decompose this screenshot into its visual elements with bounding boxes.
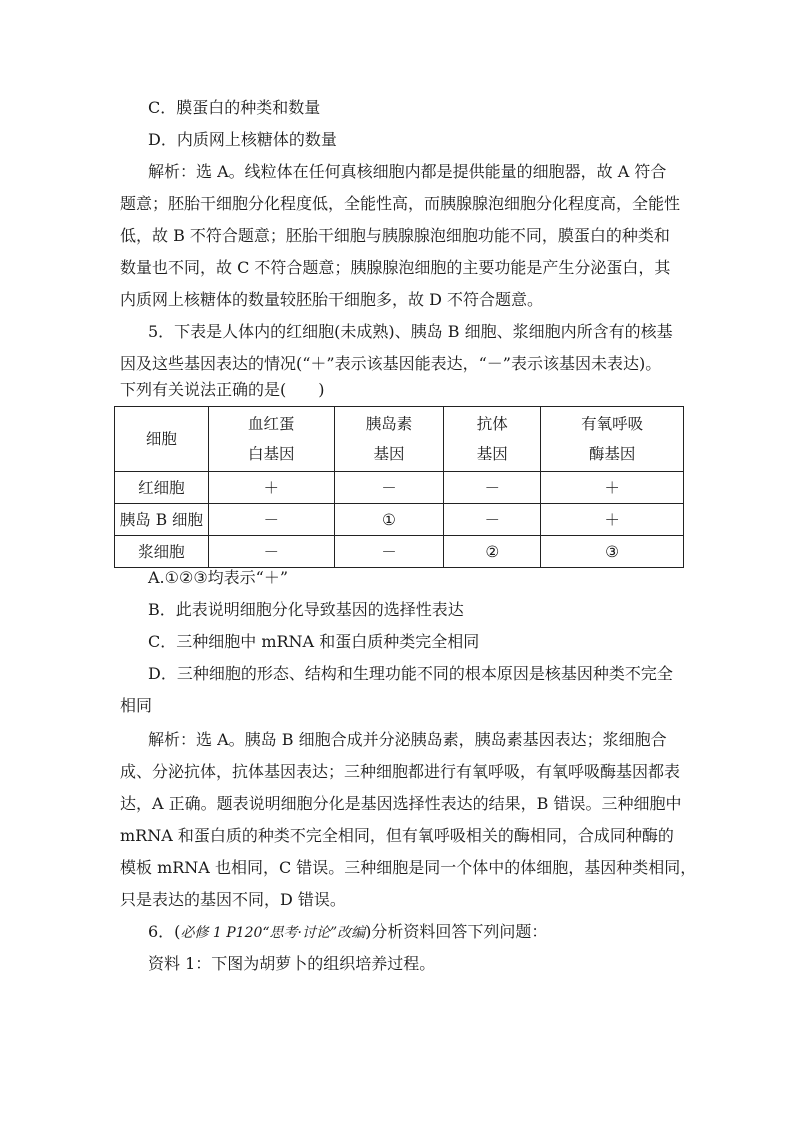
- table-cell: ①: [334, 504, 444, 536]
- table-row: [115, 536, 684, 568]
- table-cell: ②: [444, 536, 541, 568]
- analysis-line: 解析：选 A。线粒体在任何真核细胞内都是提供能量的细胞器，故 A 符合: [148, 162, 667, 181]
- table-cell: 红细胞: [115, 472, 209, 504]
- option-a-line: A.①②③均表示“＋”: [148, 568, 289, 587]
- analysis-line: 低，故 B 不符合题意；胚胎干细胞与胰腺腺泡细胞功能不同，膜蛋白的种类和: [120, 226, 670, 245]
- table-cell: ＋: [208, 472, 334, 504]
- material-1-line: 资料 1：下图为胡萝卜的组织培养过程。: [148, 954, 436, 973]
- table-cell: 浆细胞: [115, 536, 209, 568]
- option-d-line: D．内质网上核糖体的数量: [148, 130, 337, 149]
- table-cell: －: [208, 504, 334, 536]
- table-header-cell: 胰岛素 基因: [334, 407, 444, 472]
- table-cell: ＋: [541, 504, 684, 536]
- table-row: [115, 472, 684, 504]
- option-d-line: D．三种细胞的形态、结构和生理功能不同的根本原因是核基因种类不完全: [148, 664, 673, 683]
- analysis-line: 只是表达的基因不同，D 错误。: [120, 890, 346, 909]
- table-cell: －: [208, 536, 334, 568]
- table-cell: －: [444, 504, 541, 536]
- analysis-line: 成、分泌抗体，抗体基因表达；三种细胞都进行有氧呼吸，有氧呼吸酶基因都表: [120, 762, 681, 781]
- table-cell: －: [334, 472, 444, 504]
- table-header-cell: 血红蛋 白基因: [208, 407, 334, 472]
- option-c-line: C．膜蛋白的种类和数量: [148, 98, 321, 117]
- table-cell: －: [334, 536, 444, 568]
- table-header-cell: 有氧呼吸 酶基因: [541, 407, 684, 472]
- gene-expression-table: [114, 406, 684, 568]
- question-5-line: 5．下表是人体内的红细胞(未成熟)、胰岛 B 细胞、浆细胞内所含有的核基: [148, 322, 673, 341]
- question-6-line: 6．(必修 1 P120“思考·讨论”改编)分析资料回答下列问题：: [148, 922, 548, 941]
- table-header-row: [115, 407, 684, 472]
- analysis-line: 达，A 正确。题表说明细胞分化是基因选择性表达的结果，B 错误。三种细胞中: [120, 794, 682, 813]
- analysis-line: mRNA 和蛋白质的种类不完全相同，但有氧呼吸相关的酶相同，合成同种酶的: [120, 826, 674, 845]
- analysis-line: 内质网上核糖体的数量较胚胎干细胞多，故 D 不符合题意。: [120, 290, 544, 309]
- source-note: 必修 1 P120“思考·讨论”改编: [180, 925, 366, 941]
- analysis-line: 题意；胚胎干细胞分化程度低，全能性高，而胰腺腺泡细胞分化程度高，全能性: [120, 194, 681, 213]
- analysis-line: 模板 mRNA 也相同，C 错误。三种细胞是同一个体中的体细胞，基因种类相同，: [120, 858, 697, 877]
- table-row: [115, 504, 684, 536]
- question-5-line: 下列有关说法正确的是( ): [120, 380, 325, 399]
- table-cell: －: [444, 472, 541, 504]
- table-header-cell: 细胞: [115, 407, 209, 472]
- question-5-line: 因及这些基因表达的情况(“＋”表示该基因能表达，“－”表示该基因未表达)。: [120, 354, 662, 373]
- table-cell: ③: [541, 536, 684, 568]
- option-b-line: B．此表说明细胞分化导致基因的选择性表达: [148, 600, 464, 619]
- table-cell: 胰岛 B 细胞: [115, 504, 209, 536]
- option-d-line: 相同: [120, 696, 153, 715]
- table-cell: ＋: [541, 472, 684, 504]
- table-header-cell: 抗体 基因: [444, 407, 541, 472]
- analysis-line: 解析：选 A。胰岛 B 细胞合成并分泌胰岛素，胰岛素基因表达；浆细胞合: [148, 730, 667, 749]
- analysis-line: 数量也不同，故 C 不符合题意；胰腺腺泡细胞的主要功能是产生分泌蛋白，其: [120, 258, 671, 277]
- option-c-line: C．三种细胞中 mRNA 和蛋白质种类完全相同: [148, 632, 480, 651]
